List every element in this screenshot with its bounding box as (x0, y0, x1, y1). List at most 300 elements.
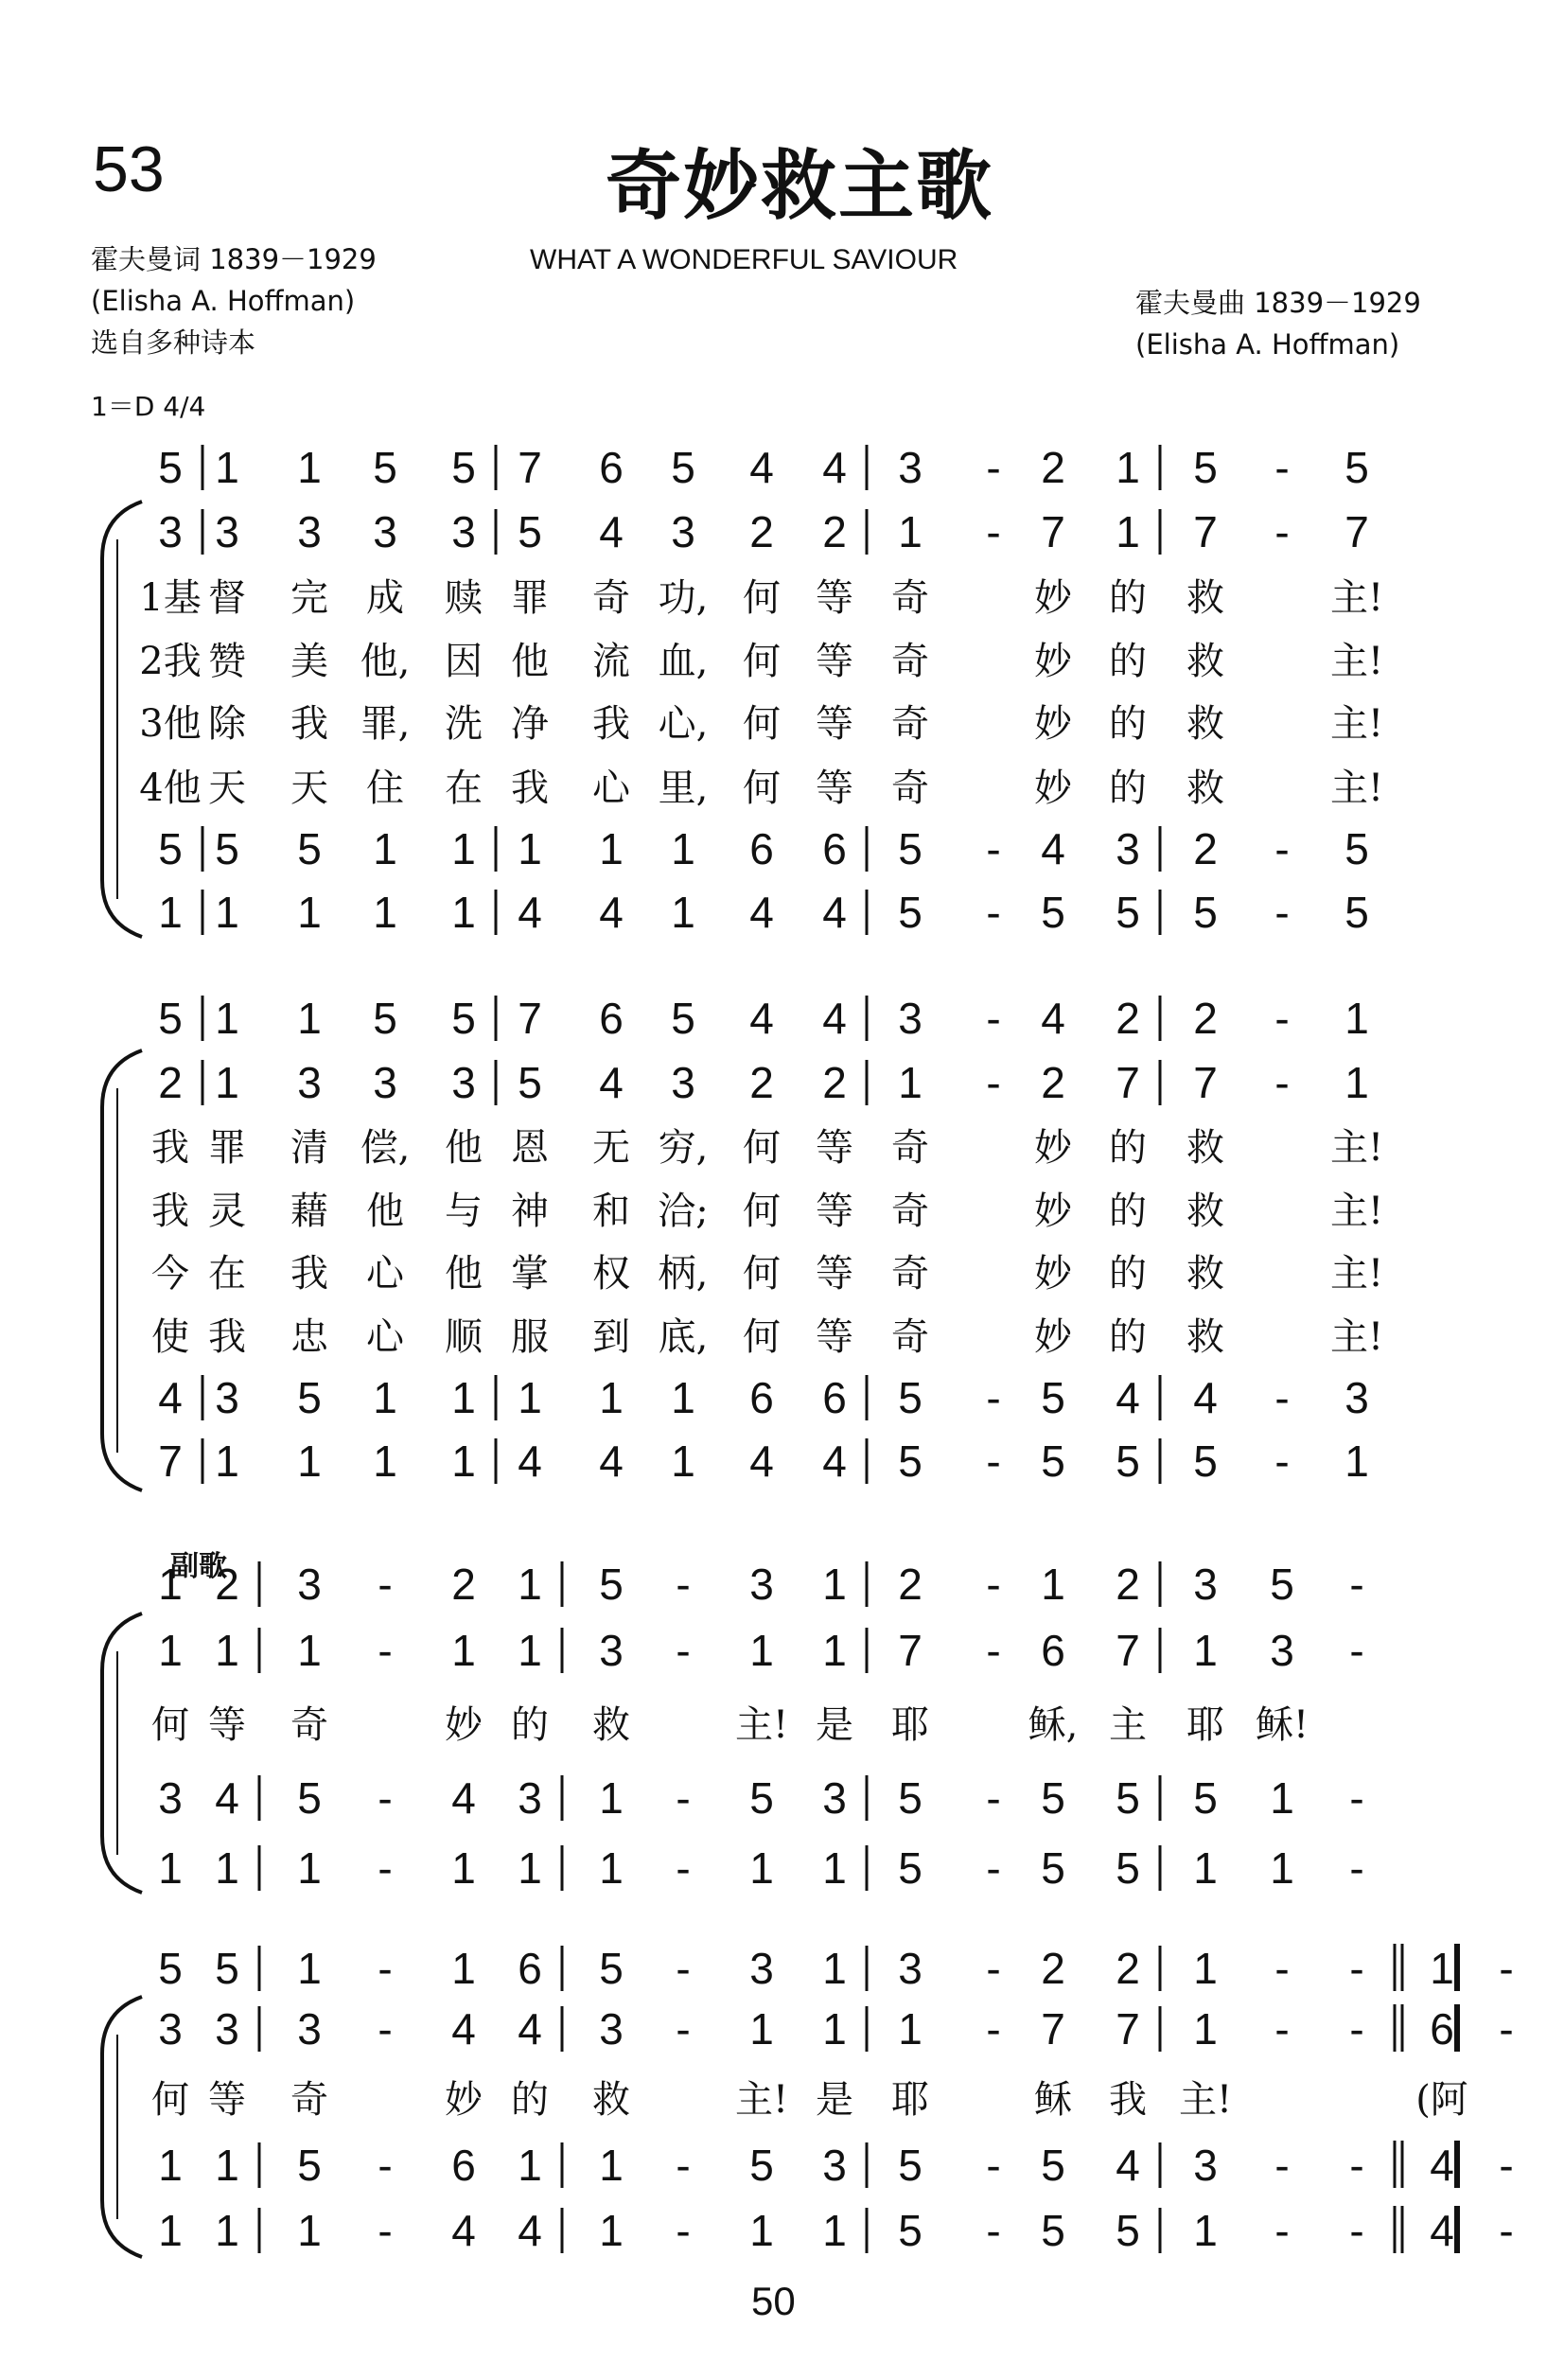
lyric-syllable: 我 (151, 1190, 189, 1233)
note: 1 (215, 1843, 239, 1893)
note: - (676, 2206, 691, 2255)
lyric-syllable: 清 (290, 1126, 328, 1170)
note: 1 (1116, 443, 1140, 492)
note: 1 (373, 1437, 397, 1486)
note: 1 (898, 507, 923, 556)
note: 5 (1270, 1560, 1294, 1609)
note: 1 (518, 1843, 542, 1893)
lyric-syllable: 我 (151, 1126, 189, 1170)
note: - (1349, 2004, 1364, 2054)
note: 4 (822, 1437, 847, 1486)
lyric-syllable: 他 (366, 1190, 404, 1233)
lyric-syllable: 奇 (891, 702, 929, 746)
lyric-syllable: 稣 (1034, 2078, 1072, 2122)
lyric-syllable: 何 (743, 1252, 781, 1296)
note: 1 (749, 1843, 774, 1893)
note: - (378, 1560, 393, 1609)
note: 5 (158, 824, 183, 873)
note: - (986, 1437, 1001, 1486)
note: 3 (898, 1944, 923, 1993)
note: 1 (822, 2004, 847, 2054)
note: 4 (599, 1437, 624, 1486)
note: 2 (1193, 824, 1218, 873)
note: 4 (822, 443, 847, 492)
note: 6 (822, 824, 847, 873)
note: 5 (1193, 1773, 1218, 1823)
lyric-syllable: 因 (445, 640, 483, 683)
note: 3 (898, 994, 923, 1043)
note: 5 (297, 2141, 322, 2190)
note: 3 (451, 1058, 476, 1107)
note: 6 (749, 1373, 774, 1422)
note: - (986, 1944, 1001, 1993)
key-signature: 1＝D 4/4 (91, 391, 206, 422)
note: 1 (1344, 1058, 1369, 1107)
lyric-syllable: 是 (816, 1703, 853, 1747)
system-bracket (102, 1050, 142, 1490)
lyric-syllable: 妙 (1034, 576, 1072, 620)
note: 1 (297, 1626, 322, 1675)
note: 1 (158, 1843, 183, 1893)
note: 1 (599, 2206, 624, 2255)
note: 5 (898, 2141, 923, 2190)
note: - (1349, 1944, 1364, 1993)
note: - (1349, 1626, 1364, 1675)
lyric-syllable: 何 (743, 1190, 781, 1233)
note: 4 (599, 888, 624, 937)
note: 4 (1116, 1373, 1140, 1422)
lyric-syllable: 服 (511, 1315, 549, 1359)
note: 3 (1193, 1560, 1218, 1609)
note: 6 (1430, 2004, 1454, 2054)
lyric-syllable: 妙 (1034, 1126, 1072, 1170)
note: 3 (158, 507, 183, 556)
note: 2 (1116, 994, 1140, 1043)
note: 4 (1041, 994, 1065, 1043)
note: 5 (1344, 824, 1369, 873)
lyric-syllable: 权 (592, 1252, 630, 1296)
note: 5 (1193, 1437, 1218, 1486)
note: 7 (1193, 1058, 1218, 1107)
note: 1 (215, 1626, 239, 1675)
lyric-syllable: 赞 (208, 640, 246, 683)
note: 5 (1041, 1843, 1065, 1893)
note: 1 (215, 443, 239, 492)
note: 5 (373, 443, 397, 492)
lyric-syllable: 心 (592, 767, 630, 810)
note: 1 (158, 2141, 183, 2190)
note: 3 (158, 1773, 183, 1823)
lyric-syllable: 的 (1109, 1252, 1147, 1296)
lyric-syllable: 救 (1186, 1190, 1224, 1233)
note: 1 (215, 888, 239, 937)
lyric-syllable: 穷, (658, 1126, 709, 1170)
note: - (1274, 1437, 1290, 1486)
note: 4 (749, 443, 774, 492)
note: - (1274, 888, 1290, 937)
note: 5 (898, 1373, 923, 1422)
lyric-syllable: 在 (445, 767, 483, 810)
note: 5 (1041, 888, 1065, 937)
lyric-syllable: 主! (734, 1703, 789, 1747)
lyric-syllable: 心 (366, 1252, 404, 1296)
lyric-syllable: 灵 (208, 1190, 246, 1233)
note: 3 (749, 1560, 774, 1609)
lyric-syllable: 我 (208, 1315, 246, 1359)
lyric-syllable: 的 (511, 2078, 549, 2122)
note: 4 (1041, 824, 1065, 873)
lyric-syllable: 主! (1329, 1252, 1384, 1296)
lyric-syllable: 何 (743, 640, 781, 683)
composer-en: (Elisha A. Hoffman) (1135, 328, 1400, 361)
note: 5 (749, 2141, 774, 2190)
lyric-syllable: 奇 (891, 1252, 929, 1296)
note: - (378, 1626, 393, 1675)
note: - (1349, 1773, 1364, 1823)
lyric-syllable: 奇 (891, 640, 929, 683)
note: 5 (451, 443, 476, 492)
lyric-syllable: 是 (816, 2078, 853, 2122)
note: - (986, 1773, 1001, 1823)
note: 5 (215, 824, 239, 873)
note: 5 (1041, 1437, 1065, 1486)
note: 7 (1344, 507, 1369, 556)
note: 5 (1344, 443, 1369, 492)
note: 1 (599, 824, 624, 873)
note: - (986, 443, 1001, 492)
note: 4 (451, 1773, 476, 1823)
note: 5 (1041, 2206, 1065, 2255)
note: - (1499, 2004, 1514, 2054)
note: - (1274, 1944, 1290, 1993)
note: - (986, 1373, 1001, 1422)
note: 1 (518, 824, 542, 873)
note: 1 (749, 2206, 774, 2255)
note: 5 (671, 994, 695, 1043)
note: 1 (898, 2004, 923, 2054)
note: - (986, 888, 1001, 937)
note: 5 (749, 1773, 774, 1823)
lyric-syllable: 天 (290, 767, 328, 810)
note: - (676, 1773, 691, 1823)
note: 4 (158, 1373, 183, 1422)
note: - (676, 2141, 691, 2190)
lyric-syllable: 救 (1186, 767, 1224, 810)
note: 5 (898, 1773, 923, 1823)
note: 5 (1193, 443, 1218, 492)
note: 1 (518, 1626, 542, 1675)
lyric-syllable: 的 (1109, 702, 1147, 746)
lyric-syllable: 除 (208, 702, 246, 746)
note: 2 (822, 507, 847, 556)
note: 1 (451, 1944, 476, 1993)
note: 4 (749, 994, 774, 1043)
note: 5 (451, 994, 476, 1043)
note: - (676, 2004, 691, 2054)
note: - (986, 1626, 1001, 1675)
lyric-syllable: 2我 (139, 640, 202, 683)
note: 4 (1193, 1373, 1218, 1422)
lyric-syllable: 他 (445, 1252, 483, 1296)
note: 6 (518, 1944, 542, 1993)
lyric-syllable: 救 (592, 2078, 630, 2122)
note: - (676, 1944, 691, 1993)
note: 1 (297, 443, 322, 492)
system-bracket (102, 1613, 142, 1893)
note: - (986, 2206, 1001, 2255)
note: 2 (1193, 994, 1218, 1043)
note: 1 (373, 888, 397, 937)
note: 3 (215, 2004, 239, 2054)
note: 1 (1193, 1626, 1218, 1675)
lyric-syllable: 的 (1109, 1315, 1147, 1359)
lyric-syllable: 妙 (1034, 1252, 1072, 1296)
note: 5 (599, 1560, 624, 1609)
lyric-syllable: 我 (592, 702, 630, 746)
note: 1 (599, 1373, 624, 1422)
note: 1 (518, 1560, 542, 1609)
note: 3 (822, 1773, 847, 1823)
note: 1 (215, 1058, 239, 1107)
note: 5 (158, 1944, 183, 1993)
lyric-syllable: 底, (658, 1315, 709, 1359)
note: 6 (1041, 1626, 1065, 1675)
lyric-syllable: 他 (445, 1126, 483, 1170)
note: 1 (297, 1944, 322, 1993)
lyric-syllable: 主! (1329, 702, 1384, 746)
note: - (1499, 1944, 1514, 1993)
note: 6 (822, 1373, 847, 1422)
lyric-syllable: 顺 (445, 1315, 483, 1359)
note: 5 (1116, 2206, 1140, 2255)
note: 7 (518, 994, 542, 1043)
note: - (676, 1560, 691, 1609)
note: 1 (215, 2206, 239, 2255)
note: 1 (373, 1373, 397, 1422)
lyric-syllable: 罪 (208, 1126, 246, 1170)
lyric-syllable: 何 (151, 1703, 189, 1747)
lyric-syllable: 等 (816, 702, 853, 746)
lyric-syllable: 罪 (511, 576, 549, 620)
note: 4 (1116, 2141, 1140, 2190)
note: 4 (599, 507, 624, 556)
note: 4 (215, 1773, 239, 1823)
lyric-syllable: 主! (1329, 1315, 1384, 1359)
note: 2 (1041, 1944, 1065, 1993)
note: 1 (671, 1437, 695, 1486)
note: 4 (1430, 2141, 1454, 2190)
lyric-syllable: 救 (1186, 702, 1224, 746)
note: 5 (1041, 2141, 1065, 2190)
note: 4 (518, 888, 542, 937)
note: 1 (1193, 1843, 1218, 1893)
lyric-syllable: 妙 (1034, 702, 1072, 746)
lyric-syllable: 奇 (592, 576, 630, 620)
lyric-syllable: 赎 (445, 576, 483, 620)
lyric-syllable: 无 (592, 1126, 630, 1170)
note: - (1274, 2004, 1290, 2054)
note: 5 (373, 994, 397, 1043)
note: 1 (297, 1843, 322, 1893)
note: 4 (451, 2206, 476, 2255)
note: - (1274, 2206, 1290, 2255)
note: 2 (1116, 1944, 1140, 1993)
note: 5 (158, 994, 183, 1043)
lyric-syllable: 奇 (891, 767, 929, 810)
note: 5 (1116, 1437, 1140, 1486)
lyric-syllable: 到 (592, 1315, 630, 1359)
lyric-syllable: 主! (1329, 1126, 1384, 1170)
note: 4 (749, 888, 774, 937)
note: 2 (1041, 443, 1065, 492)
note: 2 (158, 1058, 183, 1107)
note: - (986, 1843, 1001, 1893)
note: 1 (822, 2206, 847, 2255)
lyric-syllable: 主! (1329, 767, 1384, 810)
note: 3 (1270, 1626, 1294, 1675)
note: 3 (671, 507, 695, 556)
note: 6 (599, 443, 624, 492)
note: 5 (898, 1843, 923, 1893)
note: 1 (822, 1843, 847, 1893)
note: 5 (518, 507, 542, 556)
note: 1 (671, 824, 695, 873)
note: 1 (822, 1560, 847, 1609)
note: - (986, 2141, 1001, 2190)
note: 1 (749, 1626, 774, 1675)
note: 1 (158, 888, 183, 937)
note: 7 (1041, 507, 1065, 556)
note: 1 (671, 1373, 695, 1422)
note: 1 (1430, 1944, 1454, 1993)
lyric-syllable: 的 (1109, 1190, 1147, 1233)
note: - (986, 1560, 1001, 1609)
note: - (378, 1944, 393, 1993)
lyric-syllable: 何 (743, 702, 781, 746)
lyric-syllable: 督 (208, 576, 246, 620)
refrain-label: 副歌 (170, 1550, 227, 1583)
note: 3 (297, 1058, 322, 1107)
note: 1 (158, 1560, 183, 1609)
note: 4 (518, 2004, 542, 2054)
note: 1 (518, 2141, 542, 2190)
note: 3 (749, 1944, 774, 1993)
note: 1 (158, 1626, 183, 1675)
note: 1 (297, 888, 322, 937)
note: 1 (451, 1843, 476, 1893)
note: 3 (297, 507, 322, 556)
lyric-syllable: 藉 (290, 1190, 328, 1233)
note: - (676, 1843, 691, 1893)
note: 4 (749, 1437, 774, 1486)
lyric-syllable: 住 (366, 767, 404, 810)
note: 5 (1344, 888, 1369, 937)
lyric-syllable: 洽; (658, 1190, 709, 1233)
lyric-syllable: 妙 (1034, 1315, 1072, 1359)
note: 1 (451, 1373, 476, 1422)
note: - (378, 2206, 393, 2255)
note: 3 (297, 2004, 322, 2054)
note: - (378, 2141, 393, 2190)
note: - (986, 994, 1001, 1043)
note: - (1274, 2141, 1290, 2190)
lyric-syllable: 掌 (511, 1252, 549, 1296)
lyric-syllable: 何 (743, 767, 781, 810)
note: 4 (599, 1058, 624, 1107)
system-bracket (102, 502, 142, 937)
note: 4 (518, 2206, 542, 2255)
note: 2 (1116, 1560, 1140, 1609)
hymn-number: 53 (93, 133, 165, 205)
lyric-syllable: (阿 (1415, 2078, 1468, 2122)
lyric-syllable: 罪, (360, 702, 411, 746)
note: 5 (898, 888, 923, 937)
note: 1 (518, 1373, 542, 1422)
lyric-syllable: 主 (1109, 1703, 1147, 1747)
lyric-syllable: 和 (592, 1190, 630, 1233)
note: 5 (1116, 1843, 1140, 1893)
lyric-syllable: 等 (816, 1126, 853, 1170)
lyric-syllable: 妙 (1034, 1190, 1072, 1233)
note: 4 (1430, 2206, 1454, 2255)
note: 5 (898, 824, 923, 873)
note: - (1349, 1560, 1364, 1609)
hymn-title: 奇妙救主歌 (606, 141, 993, 230)
note: 3 (158, 2004, 183, 2054)
lyric-syllable: 使 (151, 1315, 189, 1359)
note: 5 (1116, 1773, 1140, 1823)
lyric-syllable: 救 (1186, 1252, 1224, 1296)
lyric-syllable: 等 (816, 640, 853, 683)
lyric-syllable: 等 (816, 576, 853, 620)
lyric-syllable: 妙 (1034, 767, 1072, 810)
system-bracket (102, 1997, 142, 2257)
lyric-syllable: 何 (151, 2078, 189, 2122)
note: - (1349, 2141, 1364, 2190)
lyric-syllable: 恩 (511, 1126, 549, 1170)
note: 7 (518, 443, 542, 492)
note: 5 (1116, 888, 1140, 937)
note: 5 (1041, 1773, 1065, 1823)
note: 4 (822, 888, 847, 937)
lyric-syllable: 等 (208, 2078, 246, 2122)
lyric-syllable: 耶 (891, 2078, 929, 2122)
lyric-syllable: 等 (208, 1703, 246, 1747)
note: 5 (297, 1773, 322, 1823)
lyric-syllable: 耶 (1186, 1703, 1224, 1747)
lyric-syllable: 完 (290, 576, 328, 620)
composer: 霍夫曼曲 1839－1929 (1135, 287, 1421, 319)
lyric-syllable: 里, (658, 767, 709, 810)
lyric-syllable: 救 (1186, 640, 1224, 683)
note: 1 (451, 1437, 476, 1486)
lyric-syllable: 何 (743, 1315, 781, 1359)
lyric-syllable: 的 (1109, 576, 1147, 620)
lyric-syllable: 我 (290, 702, 328, 746)
lyric-syllable: 何 (743, 576, 781, 620)
lyric-syllable: 流 (592, 640, 630, 683)
note: 1 (1344, 1437, 1369, 1486)
note: 1 (297, 2206, 322, 2255)
note: 1 (822, 1944, 847, 1993)
lyric-syllable: 何 (743, 1126, 781, 1170)
note: 7 (1116, 1058, 1140, 1107)
note: 5 (671, 443, 695, 492)
note: 1 (822, 1626, 847, 1675)
lyric-syllable: 的 (511, 1703, 549, 1747)
lyric-syllable: 功, (658, 576, 709, 620)
note: 2 (822, 1058, 847, 1107)
